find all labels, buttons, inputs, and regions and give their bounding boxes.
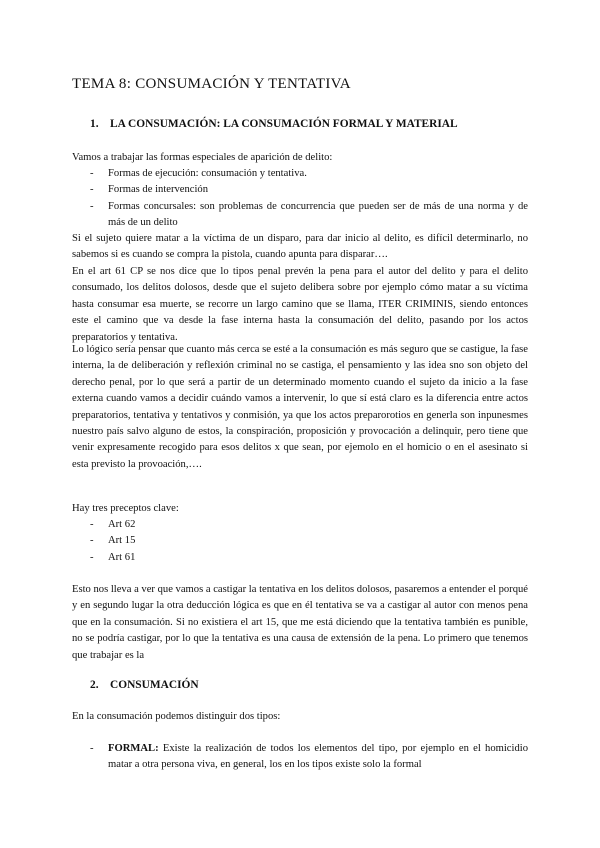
type-description: Existe la realización de todos los elementos del tipo, por ejemplo en el homicidio matar a otra persona viva, en general, los en los tipos existe solo la formal bbox=[108, 743, 528, 771]
dash-bullet: - bbox=[90, 551, 94, 563]
list-item: - Formas de intervención bbox=[90, 182, 528, 198]
precepts-list bbox=[90, 517, 528, 566]
page-title: TEMA 8: CONSUMACIÓN Y TENTATIVA bbox=[72, 76, 351, 92]
type-term: FORMAL: bbox=[108, 743, 159, 754]
list-item: - Formas de ejecución: consumación y tentativa. bbox=[90, 166, 528, 182]
dash-bullet: - bbox=[90, 519, 94, 530]
dash-bullet: - bbox=[90, 535, 94, 547]
list-item bbox=[90, 741, 528, 774]
intro-paragraph: Vamos a trabajar las formas especiales de aparición de delito: bbox=[72, 152, 333, 163]
precepts-intro: Hay tres preceptos clave: bbox=[72, 503, 179, 514]
paragraph-4: Esto nos lleva a ver que vamos a castigar la tentativa en los delitos dolosos, pasaremos a entender el porqué y en segundo lugar la otra deducción lógica es que en él tentativa se va a castigar al autor con menos pena que en la consumación. Si no existiera el art 15, que me está diciendo que la tentativa también es punible, no se podría castigar, por lo que la tentativa es una causa de extensión de la pena. Lo primero que tenemos que trabajar es la bbox=[72, 584, 528, 661]
list-item: - Formas concursales: son problemas de concurrencia que pueden ser de más de una norma y de más de un delito bbox=[90, 200, 528, 229]
forms-list bbox=[90, 166, 528, 232]
section-2-heading bbox=[90, 679, 199, 691]
list-item: - Art 62 bbox=[90, 517, 528, 533]
types-list bbox=[90, 741, 528, 774]
section-2-intro: En la consumación podemos distinguir dos tipos: bbox=[72, 711, 281, 722]
paragraph-2: En el art 61 CP se nos dice que lo tipos penal prevén la pena para el autor del delito y para el delito consumado, los delitos dolosos, desde que el sujeto delibera sobre por ejemplo cómo matar a su víctima hasta consumar esa muerte, se recorre un largo camino que se llama, ITER CRIMINIS, siendo entonces este el camino que va desde la fase interna hasta la consumación del delito, pasando por los actos preparatorios y tentativa. bbox=[72, 266, 528, 343]
section-1-number: 1. bbox=[90, 118, 99, 130]
paragraph-3: Lo lógico sería pensar que cuanto más cerca se esté a la consumación es más seguro que se castigue, la fase interna, la de deliberación y reflexión criminal no se castiga, el pensamiento y las idea sno son objeto del derecho penal, por lo que será a partir de un determinado momento cuando el sujeto da inicio a la fase externa cuando vamos a decidir cuándo vamos a intervenir, lo que sí está claro es la diferencia entre actos preparatorios, tentativa y tentativos y conmisión, ya que los actos preparorotios en generla son inpunesmes nuestro país salvo alguno de estos, la conspiración, proposición y provocación a delinquir, pero tiene que venir expresamente recogido para esos delitos x que sean, por ejemolo en el homicio o en el asesinato si esta previsto la provoación,…. bbox=[72, 344, 528, 470]
list-item: - Art 15 bbox=[90, 533, 528, 549]
dash-bullet: - bbox=[90, 200, 94, 212]
dash-bullet: - bbox=[90, 743, 94, 754]
dash-bullet: - bbox=[90, 168, 94, 179]
section-1-title: LA CONSUMACIÓN: LA CONSUMACIÓN FORMAL Y MATERIAL bbox=[110, 118, 458, 130]
section-1-heading bbox=[90, 118, 458, 130]
section-2-number: 2. bbox=[90, 679, 99, 691]
paragraph-1: Si el sujeto quiere matar a la víctima de un disparo, para dar inicio al delito, es difícil determinarlo, no sabemos si es cuando se compra la pistola, cuando apunta para disparar…. bbox=[72, 233, 528, 261]
list-item: - Art 61 bbox=[90, 550, 528, 566]
section-2-title: CONSUMACIÓN bbox=[110, 679, 199, 691]
dash-bullet: - bbox=[90, 184, 94, 196]
